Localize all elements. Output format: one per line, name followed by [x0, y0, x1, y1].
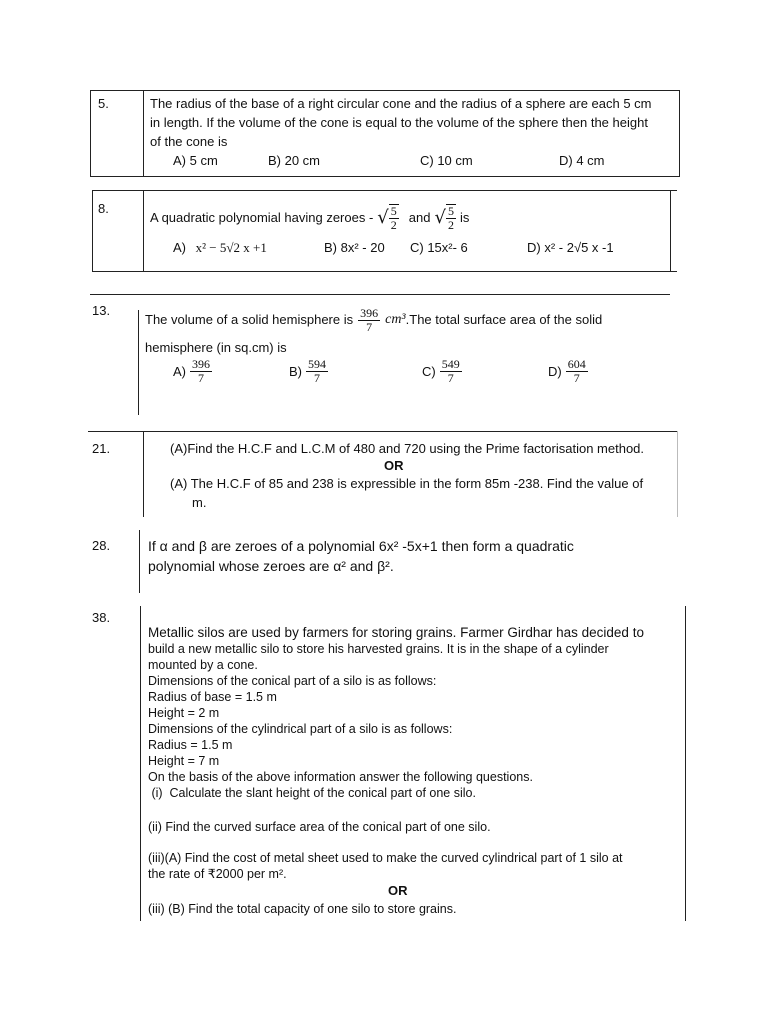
q21-or: OR: [384, 458, 404, 473]
q38-line-7: Radius = 1.5 m: [148, 738, 233, 752]
q38-or: OR: [388, 883, 408, 898]
q5-bottom-border: [90, 176, 680, 177]
q5-option-b: B) 20 cm: [268, 153, 321, 168]
q38-right-border: [685, 606, 686, 921]
q8-stem-is: is: [459, 210, 470, 225]
q38-line-8: Height = 7 m: [148, 754, 220, 768]
q8-left-border: [92, 190, 93, 272]
q13-option-d-den: 7: [573, 371, 580, 385]
q13-option-b-den: 7: [314, 371, 320, 385]
q13-line-2: hemisphere (in sq.cm) is: [145, 340, 287, 355]
q8-top-border: [92, 190, 677, 191]
q8-option-c: C) 15x²- 6: [410, 240, 468, 255]
q28-line-1: If α and β are zeroes of a polynomial 6x² -5x+1 then form a quadratic: [148, 538, 574, 554]
q8-frac-1-num: 5: [390, 204, 397, 218]
q5-line-2: in length. If the volume of the cone is equal to the volume of the sphere then the height: [150, 115, 648, 130]
q8-option-d: D) x² - 2√5 x -1: [527, 240, 614, 255]
q21-number: 21.: [92, 441, 111, 456]
q8-frac-2-num: 5: [447, 204, 454, 218]
q13-option-c-frac: [440, 358, 462, 385]
q13-option-a-num: 396: [192, 357, 210, 371]
q13-stem-text: The volume of a solid hemisphere is: [145, 312, 354, 327]
q28-divider: [139, 530, 140, 593]
q13-option-d-frac: [566, 358, 588, 385]
q5-line-1: The radius of the base of a right circular cone and the radius of a sphere are each 5 cm: [150, 96, 652, 111]
q13-option-a-den: 7: [198, 371, 204, 385]
q38-line-4: Radius of base = 1.5 m: [148, 690, 277, 704]
q38-line-1: build a new metallic silo to store his harvested grains. It is in the shape of a cylinder: [148, 642, 609, 656]
q13-stem: [145, 302, 602, 338]
q5-top-border: [90, 90, 680, 91]
q5-line-3: of the cone is: [150, 134, 228, 149]
q13-option-b-label: B): [289, 364, 302, 379]
q8-stem-and: and: [408, 210, 431, 225]
q28-number: 28.: [92, 538, 111, 553]
q13-option-b-num: 594: [308, 357, 326, 371]
q38-line-3: Dimensions of the conical part of a silo is as follows:: [148, 674, 437, 688]
q8-frac-1: [389, 205, 399, 232]
q13-option-a-label: A): [173, 364, 186, 379]
q38-line-2: mounted by a cone.: [148, 658, 258, 672]
q13-option-c-label: C): [422, 364, 436, 379]
q38-line-10: (i) Calculate the slant height of the conical part of one silo.: [148, 786, 476, 800]
q13-option-d-label: D): [548, 364, 562, 379]
q21-part-b-line-1: (A) The H.C.F of 85 and 238 is expressible in the form 85m -238. Find the value of: [170, 476, 644, 491]
q38-number: 38.: [92, 610, 111, 625]
q8-radical-sign-1: √: [377, 207, 389, 228]
q8-frac-2-den: 2: [447, 218, 454, 232]
q5-right-border: [679, 90, 680, 177]
q8-frac-2: [446, 205, 456, 232]
q8-sqrt-2: [434, 204, 455, 232]
q13-stem-frac-num: 396: [360, 305, 379, 320]
q8-option-a-label: A): [173, 240, 186, 255]
q21-divider: [143, 431, 144, 517]
q13-stem-frac-den: 7: [366, 319, 373, 334]
q28-line-2: polynomial whose zeroes are α² and β².: [148, 558, 394, 574]
q38-line-9: On the basis of the above information answer the following questions.: [148, 770, 533, 784]
q13-option-b-frac: [306, 358, 328, 385]
q13-divider: [138, 310, 139, 415]
q38-line-5: Height = 2 m: [148, 706, 220, 720]
q8-option-a-expr: x² − 5√2 x +1: [195, 240, 267, 255]
q13-top-border: [90, 294, 670, 295]
q8-bottom-border: [92, 271, 677, 272]
q13-option-c-num: 549: [441, 357, 460, 371]
q21-top-border: [88, 431, 678, 432]
q38-question-iii-a-line-1: (iii)(A) Find the cost of metal sheet used to make the curved cylindrical part of 1 silo at: [148, 851, 623, 865]
q8-option-b: B) 8x² - 20: [324, 240, 385, 255]
q5-option-a: A) 5 cm: [173, 153, 218, 168]
q13-stem-unit: cm³: [385, 312, 406, 327]
q8-right-border: [670, 190, 671, 272]
q38-question-iii-b: (iii) (B) Find the total capacity of one silo to store grains.: [148, 902, 457, 916]
q13-stem-frac: [358, 307, 380, 334]
q8-option-a: [173, 240, 267, 256]
q5-divider: [143, 90, 144, 177]
q21-part-b-line-2: m.: [192, 495, 207, 510]
q5-option-d: D) 4 cm: [559, 153, 605, 168]
q21-part-a: (A)Find the H.C.F and L.C.M of 480 and 720 using the Prime factorisation method.: [170, 441, 645, 456]
q13-option-b: [289, 358, 328, 385]
q8-number: 8.: [98, 201, 109, 216]
q5-left-border: [90, 90, 91, 177]
q38-intro: Metallic silos are used by farmers for storing grains. Farmer Girdhar has decided to: [148, 625, 644, 640]
q38-left-divider: [140, 606, 141, 921]
q13-option-d: [548, 358, 588, 385]
q38-question-iii-a-line-2: the rate of ₹2000 per m².: [148, 867, 287, 881]
q8-divider: [143, 190, 144, 272]
q5-number: 5.: [98, 96, 109, 111]
q5-option-c: C) 10 cm: [420, 153, 473, 168]
q13-stem-after: .The total surface area of the solid: [405, 312, 603, 327]
q38-line-6: Dimensions of the cylindrical part of a silo is as follows:: [148, 722, 453, 736]
q13-option-a: [173, 358, 212, 385]
q38-body: [148, 641, 609, 801]
q13-option-a-frac: [190, 358, 212, 385]
q13-option-c-den: 7: [447, 371, 454, 385]
q13-option-c: [422, 358, 462, 385]
q13-number: 13.: [92, 303, 111, 318]
q8-radical-sign-2: √: [434, 207, 446, 228]
q8-sqrt-1: [377, 204, 398, 232]
q21-right-border: [677, 431, 678, 517]
q8-stem: [150, 203, 469, 233]
q38-question-ii: (ii) Find the curved surface area of the conical part of one silo.: [148, 820, 491, 834]
q13-option-d-num: 604: [567, 357, 586, 371]
q8-stem-text: A quadratic polynomial having zeroes -: [150, 210, 374, 225]
q8-frac-1-den: 2: [390, 218, 397, 232]
